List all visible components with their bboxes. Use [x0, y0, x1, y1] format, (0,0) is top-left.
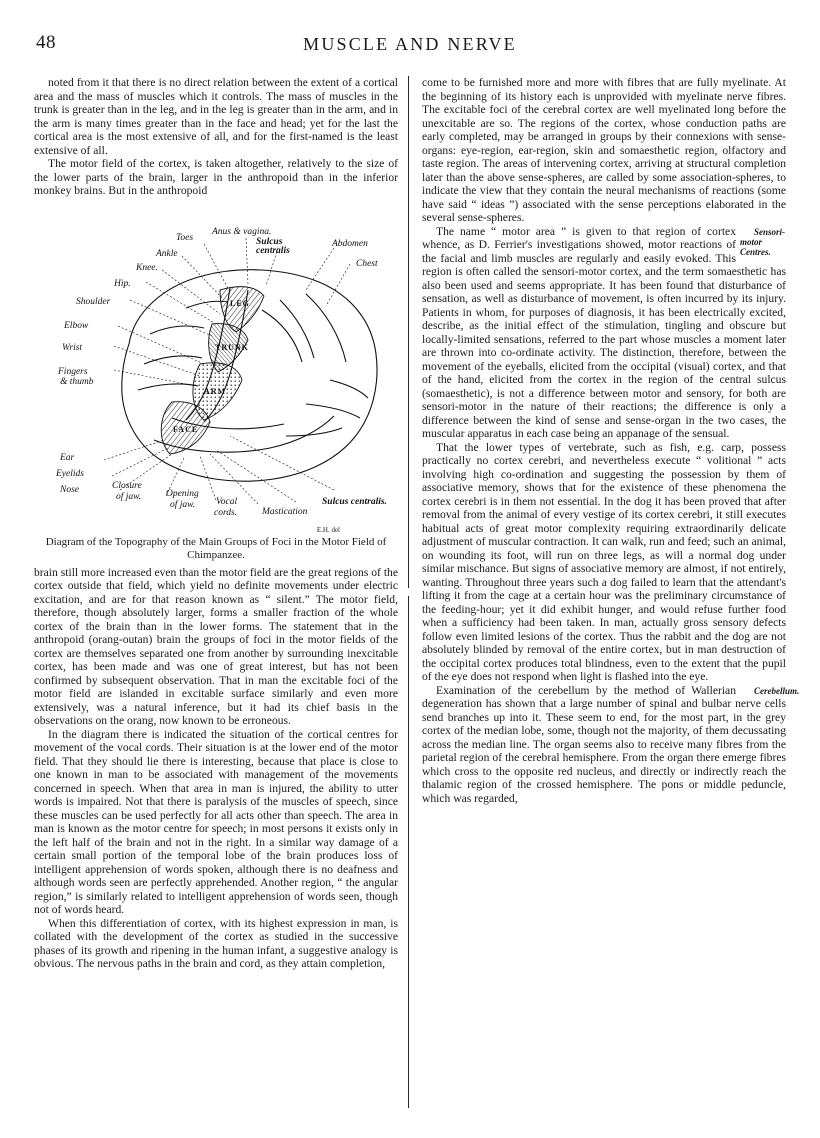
- label-anus-vagina: Anus & vagina.: [212, 226, 272, 237]
- paragraph: In the diagram there is indicated the situation of the cortical centres for movement of the vocal cords. Their situation is at the lower end of the motor field. That they should lie there is interesting, because that place is close to one known in man to be associated with management of the movements concerned in speech. When that area in man is injured, the ability to utter words is impaired. Not that there is paralysis of the muscles of speech, since these muscles can be used perfectly for all acts other than speech. The area in man is known as the motor centre for speech; in most persons it exists only in the left half of the brain and not in the right. In a similar way damage of a certain small portion of the temporal lobe of the brain produces loss of intelligent apprehension of words spoken, although there is no deafness and although words seen are perfectly apprehended. Another region, “ the angular region,” is similarly related to intelligent apprehension of words seen, though not of words heard.: [34, 727, 398, 916]
- page-header: [34, 30, 786, 64]
- label-ankle: Ankle: [156, 248, 178, 259]
- right-column: [422, 76, 800, 805]
- sidenote-cerebellum: Cerebellum.: [754, 685, 800, 696]
- paragraph: come to be furnished more and more with fibres that are fully myelinate. At the beginning of its history each is unprovided with myelinate nerve fibres. The excitable foci of the cerebral cortex are well myelinated long before the unexcitable are so. The regions of the cortex, whose conduction paths are early completed, may be arranged in groups by their connexions with sense-organs: eye-region, ear-region, skin and somaesthetic region, olfactory and taste region. The areas of intervening cortex, arriving at structural completion later than the above sense-spheres, are called by some association-spheres, to indicate the view that they contain the neural mechanisms of reactions (some have said “ ideas ”) associated with the sense perceptions elaborated in the several sense-spheres.: [422, 76, 786, 224]
- label-sulcus-centralis-top2: centralis: [256, 245, 290, 256]
- running-head: MUSCLE AND NERVE: [303, 34, 517, 54]
- label-closure-of-jaw2: of jaw.: [116, 491, 142, 502]
- paragraph-with-sidenote: [422, 225, 786, 441]
- label-opening-of-jaw: Opening: [166, 488, 199, 499]
- paragraph: When this differentiation of cortex, with its highest expression in man, is collated with the development of the cortex as studied in the successive phases of its growth and ripening in the human infant, a suggestive analogy is obvious. The nervous paths in the brain and cord, as they attain completion,: [34, 916, 398, 970]
- column-divider-top: [408, 76, 409, 588]
- label-fingers: Fingers: [58, 366, 88, 377]
- label-vocal-cords2: cords.: [214, 507, 238, 518]
- label-ear: Ear: [60, 452, 75, 463]
- label-chest: Chest: [356, 258, 378, 269]
- paragraph-text: Examination of the cerebellum by the method of Wallerian degeneration has shown that a large number of spinal and bulbar nerve cells send branches up into it. These seem to end, for the most part, in the grey cortex of the median lobe, some, though not the majority, of them decussating across the median line. The organ seems also to receive many fibres from the parietal region of the cerebral hemisphere. From the organ there emerge fibres which cross to the opposite red nucleus, and directly or indirectly reach the thalamic region of the crossed hemisphere. The pons or middle peduncle, which was regarded,: [422, 683, 786, 805]
- artist-signature: E.H. del: [316, 526, 340, 534]
- label-knee: Knee.: [136, 262, 158, 273]
- label-eyelids: Eyelids: [56, 468, 84, 479]
- region-label-face: FACE: [173, 424, 199, 434]
- region-label-arm: ARM: [204, 386, 227, 396]
- label-thumb: & thumb: [60, 376, 94, 387]
- label-closure-of-jaw: Closure: [112, 480, 142, 491]
- brain-diagram-svg: [34, 204, 398, 534]
- paragraph-text: The name “ motor area ” is given to that region of cortex whence, as D. Ferrier's investigations showed, motor reactions of the facial and limb muscles are regularly and easily evoked. This region is often called the sensori-motor cortex, and the term somaesthetic has also been used and seems appropriate. It has been found that disturbance of sensation, as well as disturbance of movement, is often incurred by its injury. Patients in whom, for purposes of diagnosis, it has been electrically excited, describe, as the initial effect of the stimulation, tingling and obscure but locally-limited sensations, referred to the part whose muscles a moment later are thrown into co-ordinate activity. The distinction, therefore, between the movement of the eyeballs, elicited from the occipital (visual) cortex, and that of the hand, elicited from the cortex in the region of the central sulcus (somaesthetic), is not a difference between motor and sensory, for both are sensori-motor in the nature of their reactions; the difference is only a difference between the kind of sense and sense-organ in the two cases, the muscular apparatus in each case being an appanage of the sensual.: [422, 224, 786, 440]
- body-columns: [34, 76, 800, 1106]
- figure-caption: Diagram of the Topography of the Main Groups of Foci in the Motor Field of Chimpanzee.: [45, 535, 387, 561]
- label-vocal-cords: Vocal: [216, 496, 238, 507]
- figure-brain-diagram: [34, 204, 398, 564]
- paragraph: That the lower types of vertebrate, such as fish, e.g. carp, possess practically no cortex cerebri, and nevertheless execute “ volitional ” acts involving high co-ordination and suggesting the possession by them of associative memory, shows that for the existence of these phenomena the cortex cerebri is in them not essential. In the dog it has been proved that after removal from the animal of every vestige of its cortex cerebri, it still executes habitual acts of great motor complexity requiring extraordinarily delicate adjustment of muscular contraction. It can walk, run and feed; such an animal, on wounding its foot, will run on three legs, as will a normal dog under similar mischance. But signs of associative memory are almost, if not entirely, wanting. Throughout three years such a dog failed to learn that the attendant's lifting it from the cage at a certain hour was the preliminary circumstance of the feeding-hour; yet it did exhibit hunger, and would refuse further food when a sufficiency had been taken. In man, actually gross sensory defects follow even limited lesions of the cortex. Thus the rabbit and the dog are not absolutely blinded by removal of the entire cortex, but in man destruction of the occipital cortex produces total blindness, even to the extent that the pupil of the eye does not respond when light is flashed into the eye.: [422, 440, 786, 683]
- label-opening-of-jaw2: of jaw.: [170, 499, 196, 510]
- label-mastication: Mastication: [262, 506, 308, 517]
- region-label-leg: LEG: [230, 298, 250, 308]
- paragraph: The motor field of the cortex, is taken altogether, relatively to the size of the lower parts of the brain, larger in the anthropoid than in the inferior monkey brains. But in the anthropoid: [34, 157, 398, 197]
- paragraph: noted from it that there is no direct relation between the extent of a cortical area and the mass of muscles which it controls. The mass of muscles in the trunk is greater than in the leg, and in the leg is greater than in the arm, and in the arm is many times greater than in the face and head; yet for the last the cortical area is the most extensive of all, and for the first-named is the least extensive of all.: [34, 76, 398, 157]
- label-hip: Hip.: [114, 278, 131, 289]
- label-shoulder: Shoulder: [76, 296, 111, 307]
- sidenote-sensori-motor: Sensori-motor Centres.: [740, 226, 786, 257]
- label-elbow: Elbow: [64, 320, 89, 331]
- label-abdomen: Abdomen: [332, 238, 368, 249]
- label-toes: Toes: [176, 232, 194, 243]
- region-label-trunk: TRUNK: [215, 342, 249, 352]
- left-column: [34, 76, 398, 971]
- label-nose: Nose: [60, 484, 79, 495]
- label-sulcus-centralis-bottom: Sulcus centralis.: [322, 496, 387, 507]
- column-divider-bottom: [408, 596, 409, 1108]
- page-number: 48: [36, 32, 56, 53]
- label-sulcus-centralis-top: Sulcus: [256, 236, 283, 247]
- paragraph-with-sidenote: [422, 683, 800, 806]
- label-wrist: Wrist: [62, 342, 83, 353]
- paragraph: brain still more increased even than the motor field are the great regions of the cortex outside that field, which yield no definite movements under electric excitation, and are for that reason known as “ silent.” The motor field, therefore, though absolutely larger, forms a smaller fraction of the whole cortex of the brain than in the lower forms. The statement that in the anthropoid (orang-outan) brain the groups of foci in the motor fields of the cortex are themselves separated one from another by surrounding inexcitable cortex, has been made and was one of great interest, but has not been confirmed by subsequent observation. That in man the excitable foci of the motor field are islanded in excitable surface similarly and even more extensively, was a natural inference, but it had its chief basis in the observations on the orang, now known to be erroneous.: [34, 565, 398, 727]
